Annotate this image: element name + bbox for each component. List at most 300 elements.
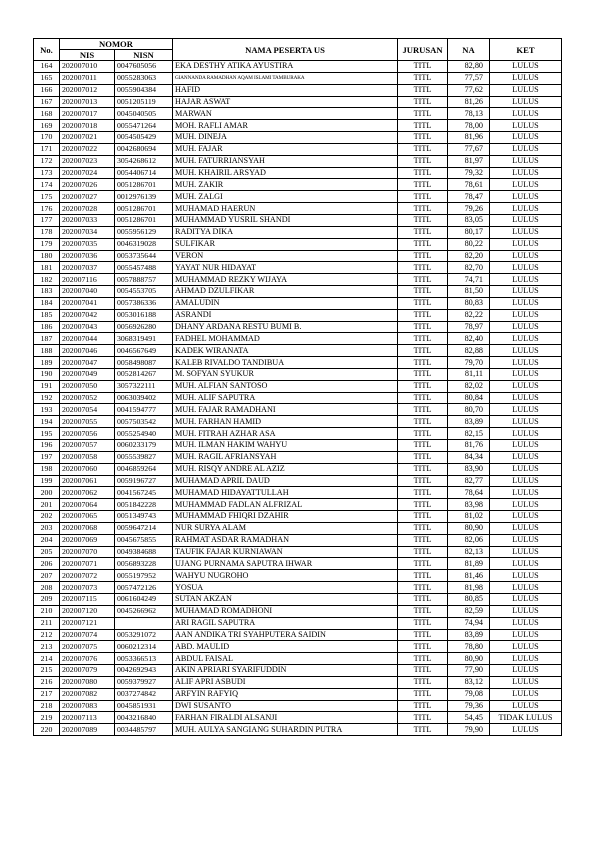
table-row: [34, 309, 562, 321]
jurusan-cell: TITL: [398, 250, 448, 262]
na-cell: 81,89: [448, 558, 490, 570]
name-cell: HAJAR ASWAT: [173, 96, 398, 108]
ket-cell: LULUS: [490, 724, 562, 736]
table-row: [34, 511, 562, 523]
na-cell: 74,94: [448, 617, 490, 629]
jurusan-cell: TITL: [398, 179, 448, 191]
jurusan-cell: TITL: [398, 132, 448, 144]
na-cell: 82,70: [448, 262, 490, 274]
ket-cell: LULUS: [490, 357, 562, 369]
nisn-cell: 0055956129: [115, 226, 173, 238]
name-cell: GIANNANDA RAMADHAN AQAM ISLAMI TAMBURAKA: [173, 72, 398, 84]
table-row: [34, 440, 562, 452]
table-row: [34, 368, 562, 380]
table-row: [34, 688, 562, 700]
na-cell: 78,64: [448, 487, 490, 499]
jurusan-cell: TITL: [398, 61, 448, 73]
name-cell: FARHAN FIRALDI ALSANJI: [173, 712, 398, 724]
nis-cell: 202007071: [60, 558, 115, 570]
jurusan-cell: TITL: [398, 676, 448, 688]
table-row: [34, 499, 562, 511]
nis-cell: 202007044: [60, 333, 115, 345]
table-row: [34, 191, 562, 203]
nisn-cell: 3057322111: [115, 380, 173, 392]
name-cell: HAFID: [173, 84, 398, 96]
na-cell: 78,00: [448, 120, 490, 132]
nisn-cell: 0060233179: [115, 440, 173, 452]
nis-cell: 202007056: [60, 428, 115, 440]
jurusan-cell: TITL: [398, 463, 448, 475]
nis-cell: 202007070: [60, 546, 115, 558]
nisn-cell: 3054268612: [115, 155, 173, 167]
nis-cell: 202007080: [60, 676, 115, 688]
ket-cell: LULUS: [490, 700, 562, 712]
name-cell: AKIN APRIARI SYARIFUDDIN: [173, 665, 398, 677]
nis-cell: 202007012: [60, 84, 115, 96]
row-number: 166: [34, 84, 60, 96]
name-cell: MUH. RAGIL AFRIANSYAH: [173, 451, 398, 463]
ket-cell: LULUS: [490, 84, 562, 96]
nisn-cell: 0055197952: [115, 570, 173, 582]
table-row: [34, 712, 562, 724]
table-row: [34, 404, 562, 416]
table-row: [34, 155, 562, 167]
name-cell: AHMAD DZULFIKAR: [173, 286, 398, 298]
row-number: 165: [34, 72, 60, 84]
jurusan-cell: TITL: [398, 653, 448, 665]
name-cell: ASRANDI: [173, 309, 398, 321]
na-cell: 79,36: [448, 700, 490, 712]
col-nisn-header: NISN: [115, 50, 173, 61]
na-cell: 80,17: [448, 226, 490, 238]
table-row: [34, 653, 562, 665]
nisn-cell: 0042680694: [115, 143, 173, 155]
nisn-cell: 0055283063: [115, 72, 173, 84]
row-number: 197: [34, 451, 60, 463]
ket-cell: LULUS: [490, 629, 562, 641]
jurusan-cell: TITL: [398, 522, 448, 534]
nis-cell: 202007113: [60, 712, 115, 724]
name-cell: MUH. ZAKIR: [173, 179, 398, 191]
name-cell: MUH. ZALGI: [173, 191, 398, 203]
ket-cell: LULUS: [490, 345, 562, 357]
name-cell: ARFYIN RAFYIQ: [173, 688, 398, 700]
jurusan-cell: TITL: [398, 368, 448, 380]
row-number: 215: [34, 665, 60, 677]
na-cell: 81,97: [448, 155, 490, 167]
name-cell: MUH. FATURRIANSYAH: [173, 155, 398, 167]
na-cell: 80,90: [448, 653, 490, 665]
nis-cell: 202007052: [60, 392, 115, 404]
nis-cell: 202007033: [60, 214, 115, 226]
nisn-cell: 0041567245: [115, 487, 173, 499]
nisn-cell: 0057472126: [115, 582, 173, 594]
nis-cell: 202007075: [60, 641, 115, 653]
row-number: 174: [34, 179, 60, 191]
jurusan-cell: TITL: [398, 380, 448, 392]
jurusan-cell: TITL: [398, 203, 448, 215]
nis-cell: 202007041: [60, 297, 115, 309]
ket-cell: LULUS: [490, 582, 562, 594]
nisn-cell: 0055457488: [115, 262, 173, 274]
table-row: [34, 333, 562, 345]
nisn-cell: 0057888757: [115, 274, 173, 286]
ket-cell: LULUS: [490, 96, 562, 108]
nisn-cell: 0060212314: [115, 641, 173, 653]
row-number: 212: [34, 629, 60, 641]
table-row: [34, 226, 562, 238]
name-cell: MUH. AULYA SANGIANG SUHARDIN PUTRA: [173, 724, 398, 736]
jurusan-cell: TITL: [398, 688, 448, 700]
nisn-cell: 0043216840: [115, 712, 173, 724]
table-row: [34, 570, 562, 582]
row-number: 189: [34, 357, 60, 369]
jurusan-cell: TITL: [398, 72, 448, 84]
jurusan-cell: TITL: [398, 499, 448, 511]
jurusan-cell: TITL: [398, 724, 448, 736]
name-cell: VERON: [173, 250, 398, 262]
na-cell: 78,61: [448, 179, 490, 191]
jurusan-cell: TITL: [398, 167, 448, 179]
name-cell: TAUFIK FAJAR KURNIAWAN: [173, 546, 398, 558]
na-cell: 79,90: [448, 724, 490, 736]
row-number: 217: [34, 688, 60, 700]
ket-cell: LULUS: [490, 641, 562, 653]
nis-cell: 202007027: [60, 191, 115, 203]
nisn-cell: 0041594777: [115, 404, 173, 416]
nis-cell: 202007047: [60, 357, 115, 369]
row-number: 195: [34, 428, 60, 440]
ket-cell: LULUS: [490, 108, 562, 120]
ket-cell: LULUS: [490, 688, 562, 700]
na-cell: 82,80: [448, 61, 490, 73]
nisn-cell: 0052814267: [115, 368, 173, 380]
row-number: 220: [34, 724, 60, 736]
nisn-cell: 0059647214: [115, 522, 173, 534]
row-number: 199: [34, 475, 60, 487]
nisn-cell: 0042692943: [115, 665, 173, 677]
nis-cell: 202007072: [60, 570, 115, 582]
ket-cell: LULUS: [490, 404, 562, 416]
na-cell: 77,67: [448, 143, 490, 155]
table-row: [34, 96, 562, 108]
jurusan-cell: TITL: [398, 84, 448, 96]
table-row: [34, 428, 562, 440]
ket-cell: LULUS: [490, 120, 562, 132]
row-number: 179: [34, 238, 60, 250]
table-row: [34, 286, 562, 298]
jurusan-cell: TITL: [398, 96, 448, 108]
na-cell: 82,59: [448, 605, 490, 617]
table-row: [34, 558, 562, 570]
jurusan-cell: TITL: [398, 451, 448, 463]
name-cell: FADHEL MOHAMMAD: [173, 333, 398, 345]
na-cell: 77,90: [448, 665, 490, 677]
nisn-cell: 0053366513: [115, 653, 173, 665]
ket-cell: LULUS: [490, 534, 562, 546]
nisn-cell: [115, 617, 173, 629]
nis-cell: 202007023: [60, 155, 115, 167]
col-nis-header: NIS: [60, 50, 115, 61]
na-cell: 81,76: [448, 440, 490, 452]
ket-cell: LULUS: [490, 593, 562, 605]
ket-cell: LULUS: [490, 262, 562, 274]
nisn-cell: 0057386336: [115, 297, 173, 309]
na-cell: 81,46: [448, 570, 490, 582]
table-row: [34, 84, 562, 96]
table-row: [34, 380, 562, 392]
ket-cell: LULUS: [490, 143, 562, 155]
ket-cell: LULUS: [490, 440, 562, 452]
jurusan-cell: TITL: [398, 475, 448, 487]
nis-cell: 202007062: [60, 487, 115, 499]
row-number: 206: [34, 558, 60, 570]
na-cell: 77,62: [448, 84, 490, 96]
nis-cell: 202007040: [60, 286, 115, 298]
na-cell: 82,88: [448, 345, 490, 357]
row-number: 186: [34, 321, 60, 333]
na-cell: 81,98: [448, 582, 490, 594]
nisn-cell: 0063039402: [115, 392, 173, 404]
ket-cell: LULUS: [490, 368, 562, 380]
ket-cell: LULUS: [490, 250, 562, 262]
nis-cell: 202007028: [60, 203, 115, 215]
name-cell: ARI RAGIL SAPUTRA: [173, 617, 398, 629]
name-cell: MUHAMAD APRIL DAUD: [173, 475, 398, 487]
name-cell: MUH. ALFIAN SANTOSO: [173, 380, 398, 392]
ket-cell: LULUS: [490, 61, 562, 73]
name-cell: MUHAMAD HIDAYATTULLAH: [173, 487, 398, 499]
nis-cell: 202007055: [60, 416, 115, 428]
name-cell: MUH. KHAIRIL ARSYAD: [173, 167, 398, 179]
row-number: 194: [34, 416, 60, 428]
nis-cell: 202007043: [60, 321, 115, 333]
table-row: [34, 345, 562, 357]
ket-cell: LULUS: [490, 475, 562, 487]
ket-cell: LULUS: [490, 132, 562, 144]
row-number: 200: [34, 487, 60, 499]
name-cell: YAYAT NUR HIDAYAT: [173, 262, 398, 274]
jurusan-cell: TITL: [398, 511, 448, 523]
name-cell: AMALUDIN: [173, 297, 398, 309]
row-number: 203: [34, 522, 60, 534]
ket-cell: LULUS: [490, 155, 562, 167]
nis-cell: 202007073: [60, 582, 115, 594]
name-cell: MUHAMMAD FADLAN ALFRIZAL: [173, 499, 398, 511]
row-number: 218: [34, 700, 60, 712]
table-row: [34, 582, 562, 594]
nis-cell: 202007060: [60, 463, 115, 475]
name-cell: MUHAMMAD REZKY WIJAYA: [173, 274, 398, 286]
na-cell: 84,34: [448, 451, 490, 463]
table-row: [34, 214, 562, 226]
nis-cell: 202007054: [60, 404, 115, 416]
ket-cell: LULUS: [490, 214, 562, 226]
jurusan-cell: TITL: [398, 404, 448, 416]
name-cell: MUH. FAJAR RAMADHANI: [173, 404, 398, 416]
nis-cell: 202007089: [60, 724, 115, 736]
jurusan-cell: TITL: [398, 440, 448, 452]
nisn-cell: 0053291072: [115, 629, 173, 641]
table-row: [34, 593, 562, 605]
nisn-cell: 0049384688: [115, 546, 173, 558]
nis-cell: 202007026: [60, 179, 115, 191]
ket-cell: LULUS: [490, 392, 562, 404]
ket-cell: LULUS: [490, 309, 562, 321]
name-cell: MUH. FITRAH AZHAR ASA: [173, 428, 398, 440]
row-number: 213: [34, 641, 60, 653]
nisn-cell: 0046567649: [115, 345, 173, 357]
na-cell: 82,20: [448, 250, 490, 262]
nis-cell: 202007024: [60, 167, 115, 179]
jurusan-cell: TITL: [398, 487, 448, 499]
nisn-cell: 0051842228: [115, 499, 173, 511]
table-row: [34, 463, 562, 475]
row-number: 170: [34, 132, 60, 144]
table-row: [34, 676, 562, 688]
ket-cell: LULUS: [490, 274, 562, 286]
table-row: [34, 250, 562, 262]
ket-cell: LULUS: [490, 297, 562, 309]
ket-cell: LULUS: [490, 238, 562, 250]
ket-cell: LULUS: [490, 499, 562, 511]
nisn-cell: 0053016188: [115, 309, 173, 321]
ket-cell: LULUS: [490, 286, 562, 298]
nisn-cell: 0045040505: [115, 108, 173, 120]
nisn-cell: 0057503542: [115, 416, 173, 428]
ket-cell: TIDAK LULUS: [490, 712, 562, 724]
name-cell: ALIF APRI ASBUDI: [173, 676, 398, 688]
ket-cell: LULUS: [490, 546, 562, 558]
nisn-cell: 0034485797: [115, 724, 173, 736]
jurusan-cell: TITL: [398, 617, 448, 629]
nis-cell: 202007011: [60, 72, 115, 84]
name-cell: MUH. FAJAR: [173, 143, 398, 155]
results-table: [33, 38, 562, 736]
table-row: [34, 274, 562, 286]
na-cell: 81,50: [448, 286, 490, 298]
name-cell: NUR SURYA ALAM: [173, 522, 398, 534]
ket-cell: LULUS: [490, 167, 562, 179]
ket-cell: LULUS: [490, 333, 562, 345]
table-row: [34, 451, 562, 463]
nisn-cell: 3068319491: [115, 333, 173, 345]
na-cell: 80,85: [448, 593, 490, 605]
name-cell: MUH. ALIF SAPUTRA: [173, 392, 398, 404]
nis-cell: 202007069: [60, 534, 115, 546]
na-cell: 82,06: [448, 534, 490, 546]
row-number: 198: [34, 463, 60, 475]
table-row: [34, 132, 562, 144]
nis-cell: 202007083: [60, 700, 115, 712]
nisn-cell: 0045851931: [115, 700, 173, 712]
nis-cell: 202007068: [60, 522, 115, 534]
nis-cell: 202007036: [60, 250, 115, 262]
jurusan-cell: TITL: [398, 321, 448, 333]
nisn-cell: 0059379927: [115, 676, 173, 688]
row-number: 178: [34, 226, 60, 238]
row-number: 185: [34, 309, 60, 321]
na-cell: 83,05: [448, 214, 490, 226]
row-number: 187: [34, 333, 60, 345]
col-no-header: No.: [34, 39, 60, 61]
name-cell: KADEK WIRANATA: [173, 345, 398, 357]
nisn-cell: 0055254940: [115, 428, 173, 440]
nis-cell: 202007022: [60, 143, 115, 155]
row-number: 214: [34, 653, 60, 665]
na-cell: 82,15: [448, 428, 490, 440]
nis-cell: 202007076: [60, 653, 115, 665]
table-row: [34, 108, 562, 120]
row-number: 176: [34, 203, 60, 215]
jurusan-cell: TITL: [398, 416, 448, 428]
col-nomor-header: NOMOR: [60, 39, 173, 50]
ket-cell: LULUS: [490, 191, 562, 203]
na-cell: 80,84: [448, 392, 490, 404]
row-number: 191: [34, 380, 60, 392]
jurusan-cell: TITL: [398, 262, 448, 274]
row-number: 182: [34, 274, 60, 286]
table-row: [34, 475, 562, 487]
name-cell: YOSUA: [173, 582, 398, 594]
jurusan-cell: TITL: [398, 546, 448, 558]
table-row: [34, 238, 562, 250]
name-cell: AAN ANDIKA TRI SYAHPUTERA SAIDIN: [173, 629, 398, 641]
na-cell: 80,22: [448, 238, 490, 250]
row-number: 201: [34, 499, 60, 511]
jurusan-cell: TITL: [398, 593, 448, 605]
table-row: [34, 665, 562, 677]
nisn-cell: 0058498087: [115, 357, 173, 369]
name-cell: M. SOFYAN SYUKUR: [173, 368, 398, 380]
nis-cell: 202007034: [60, 226, 115, 238]
nis-cell: 202007058: [60, 451, 115, 463]
ket-cell: LULUS: [490, 463, 562, 475]
name-cell: MUHAMAD HAERUN: [173, 203, 398, 215]
col-na-header: NA: [448, 39, 490, 61]
table-row: [34, 534, 562, 546]
na-cell: 79,32: [448, 167, 490, 179]
row-number: 216: [34, 676, 60, 688]
jurusan-cell: TITL: [398, 120, 448, 132]
row-number: 202: [34, 511, 60, 523]
na-cell: 54,45: [448, 712, 490, 724]
col-nama-header: NAMA PESERTA US: [173, 39, 398, 61]
name-cell: MOH. RAFLI AMAR: [173, 120, 398, 132]
name-cell: UJANG PURNAMA SAPUTRA IHWAR: [173, 558, 398, 570]
ket-cell: LULUS: [490, 226, 562, 238]
table-row: [34, 262, 562, 274]
nis-cell: 202007013: [60, 96, 115, 108]
na-cell: 82,13: [448, 546, 490, 558]
jurusan-cell: TITL: [398, 428, 448, 440]
results-sheet: [33, 38, 562, 736]
nisn-cell: 0055539827: [115, 451, 173, 463]
nisn-cell: 0055904384: [115, 84, 173, 96]
name-cell: EKA DESTHY ATIKA AYUSTIRA: [173, 61, 398, 73]
na-cell: 82,22: [448, 309, 490, 321]
table-row: [34, 617, 562, 629]
nisn-cell: 0045266962: [115, 605, 173, 617]
row-number: 177: [34, 214, 60, 226]
nis-cell: 202007057: [60, 440, 115, 452]
nis-cell: 202007121: [60, 617, 115, 629]
nis-cell: 202007050: [60, 380, 115, 392]
nis-cell: 202007064: [60, 499, 115, 511]
na-cell: 79,70: [448, 357, 490, 369]
na-cell: 81,26: [448, 96, 490, 108]
na-cell: 83,98: [448, 499, 490, 511]
